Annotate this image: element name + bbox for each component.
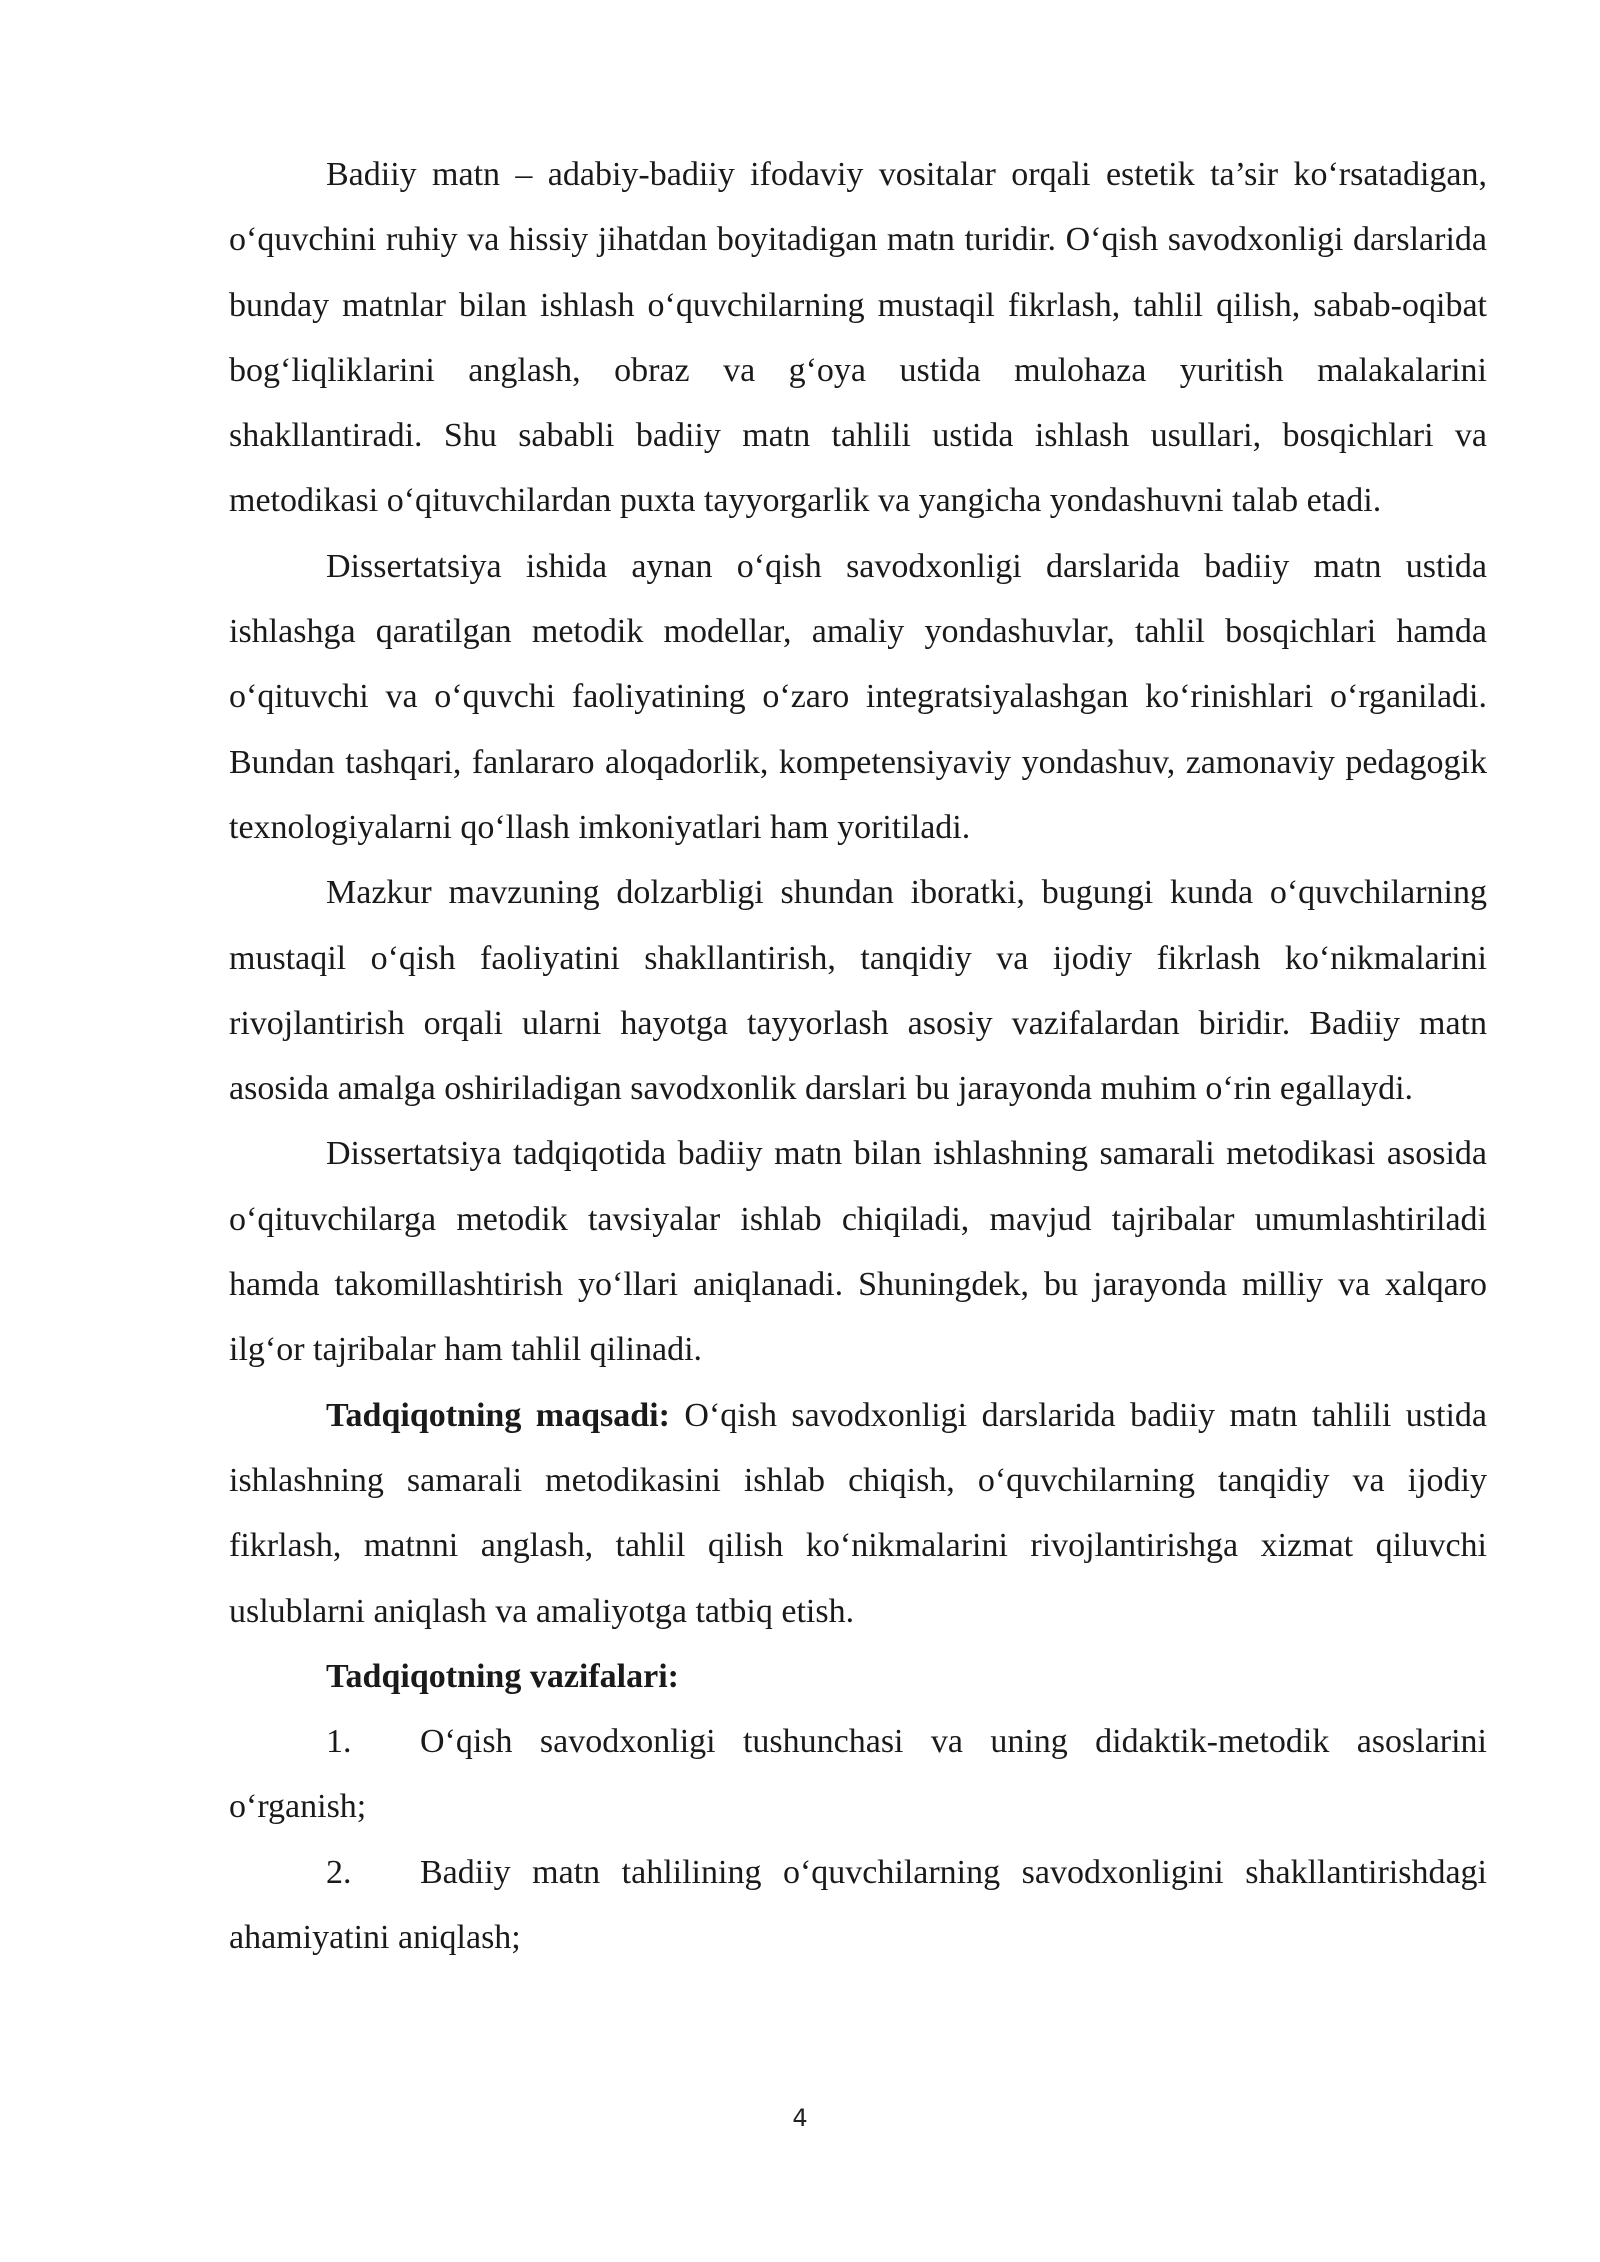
paragraph-research: Dissertatsiya tadqiqotida badiiy matn bilan ishlashning samarali metodikasi asosida o‘qituvchilarga metodik tavsiyalar ishlab chiqiladi, mavjud tajribalar umumlashtiriladi hamda takomillashtirish yo‘llari aniqlanadi. Shuningdek, bu jarayonda milliy va xalqaro ilg‘or tajribalar ham tahlil qilinadi. xyxy=(229,1135,1487,1369)
list-item-text: Badiiy matn tahlilining o‘quvchilarning savodxonligini shakllantirishdagi ahamiyatini aniqlash; xyxy=(229,1853,1487,1957)
paragraph-relevance: Mazkur mavzuning dolzarbligi shundan iboratki, bugungi kunda o‘quvchilarning mustaqil o‘qish faoliyatini shakllantirish, tanqidiy va ijodiy fikrlash ko‘nikmalarini rivojlantirish orqali ularni hayotga tayyorlash asosiy vazifalardan biridir. Badiiy matn asosida amalga oshiriladigan savodxonlik darslari bu jarayonda muhim o‘rin egallaydi. xyxy=(229,874,1487,1108)
paragraph-dissertation-scope: Dissertatsiya ishida aynan o‘qish savodxonligi darslarida badiiy matn ustida ishlashga qaratilgan metodik modellar, amaliy yondashuvlar, tahlil bosqichlari hamda o‘qituvchi va o‘quvchi faoliyatining o‘zaro integratsiyalashgan ko‘rinishlari o‘rganiladi. Bundan tashqari, fanlararo aloqadorlik, kompetensiyaviy yondashuv, zamonaviy pedagogik texnologiyalarni qo‘llash imkoniyatlari ham yoritiladi. xyxy=(229,547,1487,846)
paragraph-intro: Badiiy matn – adabiy-badiiy ifodaviy vositalar orqali estetik ta’sir ko‘rsatadigan, o‘quvchini ruhiy va hissiy jihatdan boyitadigan matn turidir. O‘qish savodxonligi darslarida bunday matnlar bilan ishlash o‘quvchilarning mustaqil fikrlash, tahlil qilish, sabab-oqibat bog‘liqliklarini anglash, obraz va g‘oya ustida mulohaza yuritish malakalarini shakllantiradi. Shu sababli badiiy matn tahlili ustida ishlash usullari, bosqichlari va metodikasi o‘qituvchilardan puxta tayyorgarlik va yangicha yondashuvni talab etadi. xyxy=(229,156,1487,520)
list-item xyxy=(229,1709,1487,1840)
list-item xyxy=(229,1840,1487,1971)
document-page xyxy=(229,142,1487,1970)
goal-text: O‘qish savodxonligi darslarida badiiy matn tahlili ustida ishlashning samarali metodikasini ishlab chiqish, o‘quvchilarning tanqidiy va ijodiy fikrlash, matnni anglash, tahlil qilish ko‘nikmalarini rivojlantirishga xizmat qiluvchi uslublarni aniqlash va amaliyotga tatbiq etish. xyxy=(229,1396,1487,1630)
list-item-number: 2. xyxy=(326,1853,352,1891)
paragraph-goal xyxy=(229,1383,1487,1644)
list-item-text: O‘qish savodxonligi tushunchasi va uning didaktik-metodik asoslarini o‘rganish; xyxy=(229,1723,1487,1826)
goal-label: Tadqiqotning maqsadi: xyxy=(326,1396,670,1434)
list-item-number: 1. xyxy=(326,1723,352,1761)
page-number: 4 xyxy=(792,2104,808,2132)
tasks-heading: Tadqiqotning vazifalari: xyxy=(326,1657,679,1695)
